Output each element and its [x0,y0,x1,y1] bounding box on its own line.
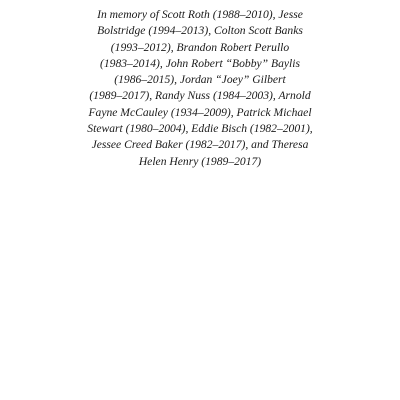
dedication-line: Jessee Creed Baker (1982–2017), and Theresa [91,138,309,152]
dedication-line: (1993–2012), Brandon Robert Perullo [110,40,290,54]
dedication-line: (1983–2014), John Robert “Bobby” Baylis [100,56,300,70]
dedication-line: Fayne McCauley (1934–2009), Patrick Michael [88,105,312,119]
dedication-line: Helen Henry (1989–2017) [138,154,262,168]
dedication-line: Stewart (1980–2004), Eddie Bisch (1982–2001), [87,122,313,136]
dedication-line: (1989–2017), Randy Nuss (1984–2003), Arnold [89,89,311,103]
dedication-line: Bolstridge (1994–2013), Colton Scott Banks [97,24,303,38]
dedication-line: (1986–2015), Jordan “Joey” Gilbert [114,73,286,87]
dedication-text [80,7,320,170]
dedication-line: In memory of Scott Roth (1988–2010), Jesse [97,8,303,21]
